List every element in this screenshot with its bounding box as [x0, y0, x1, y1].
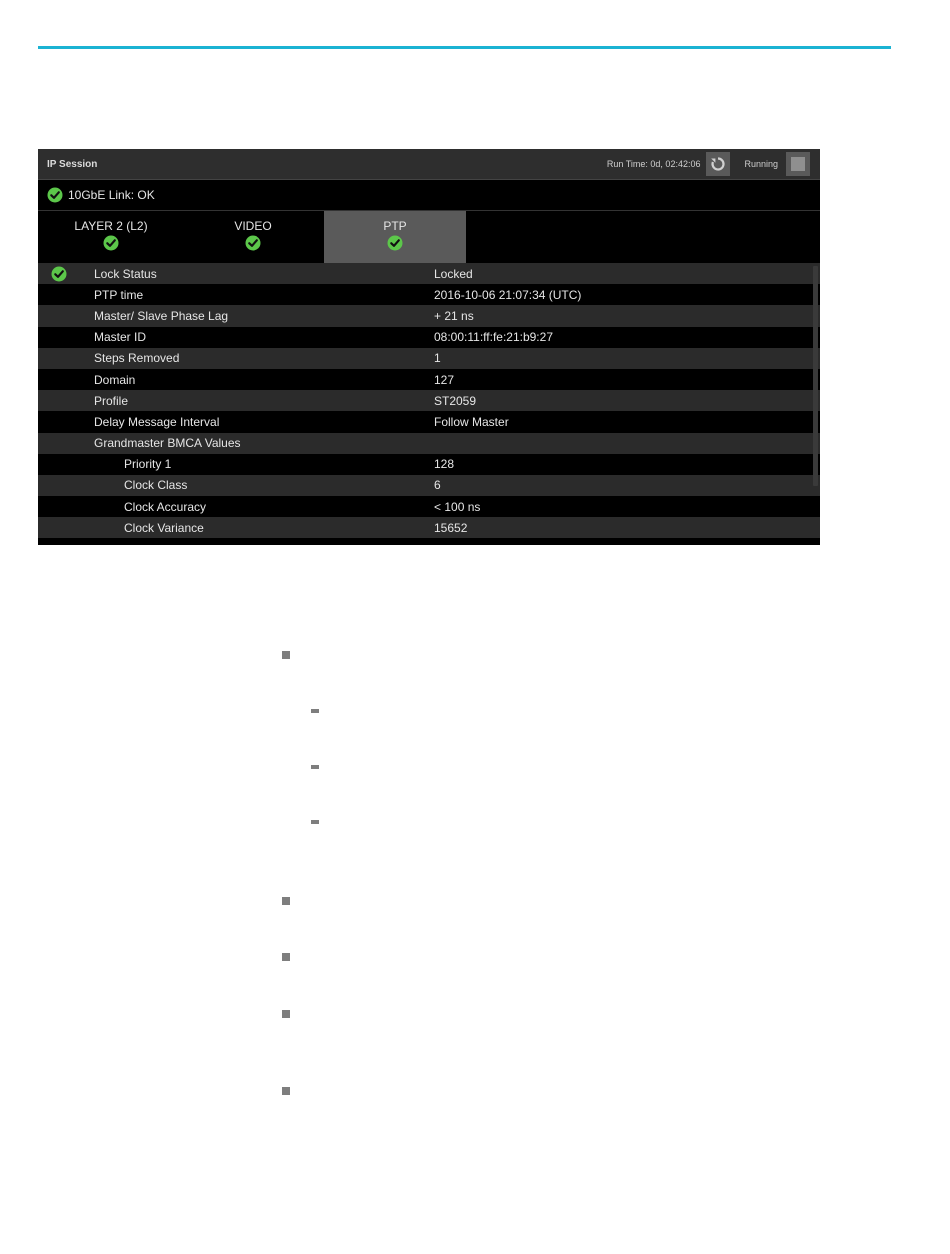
table-row — [38, 454, 820, 475]
row-label: Clock Accuracy — [124, 499, 207, 514]
check-icon — [47, 187, 63, 203]
reset-button[interactable] — [706, 152, 730, 176]
table-row — [38, 327, 820, 348]
running-status: Running — [744, 159, 778, 169]
tab-label: VIDEO — [234, 219, 272, 233]
panel-title-bar — [38, 149, 820, 180]
row-label: Priority 1 — [124, 457, 172, 472]
table-scrollbar[interactable] — [813, 266, 818, 486]
check-icon — [103, 235, 119, 251]
table-row — [38, 475, 820, 496]
panel-title: IP Session — [47, 158, 98, 170]
check-icon — [387, 235, 403, 251]
list-bullet — [282, 897, 290, 905]
row-value: Follow Master — [434, 414, 509, 429]
table-row — [38, 390, 820, 411]
stop-button[interactable] — [786, 152, 810, 176]
tab-video[interactable] — [182, 211, 324, 263]
row-value: + 21 ns — [434, 308, 474, 323]
row-value: Locked — [434, 266, 473, 281]
run-time-readout: Run Time: 0d, 02:42:06 — [606, 159, 701, 169]
link-status-label: 10GbE Link: OK — [68, 188, 155, 202]
row-value: 15652 — [434, 520, 468, 535]
table-row — [38, 348, 820, 369]
table-row — [38, 305, 820, 326]
row-label: Clock Class — [124, 478, 188, 493]
table-row — [38, 496, 820, 517]
row-value: 08:00:11:ff:fe:21:b9:27 — [434, 330, 553, 345]
check-icon — [51, 266, 67, 282]
ip-session-panel — [38, 149, 820, 545]
row-value: 1 — [434, 351, 441, 366]
table-row — [38, 433, 820, 454]
page-top-rule — [38, 46, 891, 49]
list-bullet — [282, 953, 290, 961]
row-value: ST2059 — [434, 393, 477, 408]
list-bullet — [282, 1010, 290, 1018]
row-label: Profile — [94, 393, 129, 408]
list-sub-bullet — [311, 820, 319, 824]
list-bullet — [282, 651, 290, 659]
tab-ptp[interactable] — [324, 211, 466, 263]
row-label: Clock Variance — [124, 520, 204, 535]
table-row — [38, 369, 820, 390]
table-row — [38, 284, 820, 305]
row-value: 2016-10-06 21:07:34 (UTC) — [434, 287, 582, 302]
refresh-icon — [710, 156, 726, 172]
row-value: 6 — [434, 478, 441, 493]
link-status-bar — [38, 180, 820, 211]
table-row — [38, 263, 820, 284]
list-sub-bullet — [311, 709, 319, 713]
list-sub-bullet — [311, 765, 319, 769]
check-icon — [245, 235, 261, 251]
row-label: Lock Status — [94, 266, 157, 281]
row-label: Master ID — [94, 330, 147, 345]
table-row — [38, 517, 820, 538]
row-label: Master/ Slave Phase Lag — [94, 308, 229, 323]
row-label: Domain — [94, 372, 136, 387]
row-label: Steps Removed — [94, 351, 180, 366]
row-value: 127 — [434, 372, 455, 387]
tab-bar — [38, 211, 820, 264]
ptp-status-table — [38, 263, 820, 538]
list-bullet — [282, 1087, 290, 1095]
table-row — [38, 411, 820, 432]
tab-label: LAYER 2 (L2) — [74, 219, 148, 233]
row-value: < 100 ns — [434, 499, 481, 514]
row-label: Delay Message Interval — [94, 414, 220, 429]
row-value: 128 — [434, 457, 455, 472]
row-label: Grandmaster BMCA Values — [94, 436, 241, 451]
tab-label: PTP — [383, 219, 407, 233]
tab-layer2[interactable] — [40, 211, 182, 263]
row-label: PTP time — [94, 287, 144, 302]
stop-icon — [791, 157, 805, 171]
